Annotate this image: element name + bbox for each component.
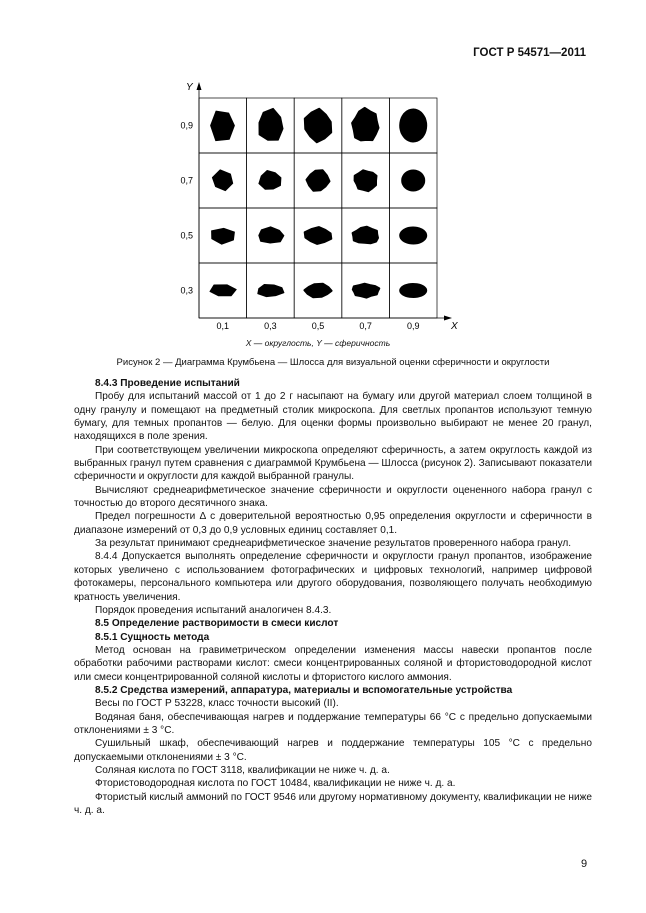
- y-tick-label: 0,5: [180, 230, 193, 241]
- y-tick-label: 0,7: [180, 175, 193, 186]
- page-number: 9: [581, 858, 588, 870]
- grain-shape: [212, 228, 235, 244]
- standard-number: ГОСТ Р 54571—2011: [473, 47, 586, 59]
- y-tick-label: 0,9: [180, 120, 193, 131]
- x-axis-label: X: [451, 321, 458, 332]
- paragraph: Порядок проведения испытаний аналогичен 8.4.3.: [95, 604, 332, 616]
- grain-shape: [259, 227, 284, 243]
- grain-shape: [305, 109, 331, 142]
- grain-shape: [304, 284, 331, 297]
- grain-shape: [355, 170, 377, 191]
- paragraph: Вычисляют среднеарифметическое значение сферичности и округлости оцененного набора гранул с точностью до второго десятичного знака.: [74, 484, 592, 510]
- paragraph: Фтористый кислый аммоний по ГОСТ 9546 или другому нормативному документу, квалификации не ниже ч. д. а.: [74, 791, 592, 816]
- y-axis-arrow: [197, 82, 202, 90]
- paragraph: Предел погрешности Δ с доверительной вероятностью 0,95 определения округлости и сферичности в диапазоне измерений от 0,3 до 0,9 условных единиц составляет 0,1.: [74, 511, 592, 536]
- grain-shape: [400, 110, 426, 142]
- grain-shape: [353, 284, 380, 298]
- paragraph: Пробу для испытаний массой от 1 до 2 г насыпают на бумагу или другой материал слоем толщиной в одну гранулу и помещают на предметный столик микроскопа. Для светлых пропантов используют темную бумагу, для темных пропантов — белую. Для оценки формы произвольно выбирают не менее 20 гранул, находящихся в поле зрения.: [74, 391, 592, 443]
- section-heading: 8.4.3 Проведение испытаний: [95, 378, 240, 389]
- grain-shape: [258, 284, 284, 296]
- axis-legend: X — округлость, Y — сферичность: [245, 338, 391, 348]
- x-tick-label: 0,9: [406, 321, 420, 331]
- x-tick-label: 0,3: [264, 321, 277, 331]
- grain-shape: [212, 170, 233, 191]
- paragraph: Фтористоводородная кислота по ГОСТ 10484, квалификации не ниже ч. д. а.: [95, 778, 456, 790]
- x-tick-label: 0,7: [359, 321, 372, 331]
- grain-shape: [210, 285, 236, 296]
- y-axis-label: Y: [186, 82, 193, 93]
- grain-shape: [352, 108, 378, 140]
- paragraph: Весы по ГОСТ Р 53228, класс точности высокий (II).: [95, 698, 339, 710]
- grain-shape: [400, 228, 426, 244]
- x-tick-label: 0,5: [311, 321, 325, 331]
- paragraph: Соляная кислота по ГОСТ 3118, квалификации не ниже ч. д. а.: [95, 764, 390, 776]
- paragraph: Водяная баня, обеспечивающая нагрев и поддержание температуры 66 °С с предельно допускаемыми отклонениями ± 3 °С.: [74, 711, 592, 736]
- paragraph: 8.4.4 Допускается выполнять определение сферичности и округлости гранул пропантов, изображение которых увеличено с использованием фотографических и цифровых технологий, например цифровой фотокамеры, персонального компьютера или другого оборудования, позволяющего получать необходимую кратность увеличения.: [74, 551, 592, 603]
- grain-shape: [400, 284, 426, 297]
- grain-shape: [305, 227, 332, 244]
- section-heading: 8.5.1 Сущность метода: [95, 631, 210, 643]
- grain-shape: [402, 171, 424, 191]
- axis-ticks: [180, 121, 419, 332]
- krumbein-sloss-diagram: [0, 0, 646, 340]
- section-heading: 8.5.2 Средства измерений, аппаратура, материалы и вспомогательные устройства: [95, 684, 513, 696]
- paragraph: Метод основан на гравиметрическом определении изменения массы навески пропантов после обработки рабочими растворами кислот: смеси концентрированных соляной и фтористоводородной кислот или смеси концентрированной соляной кислоты и фтористого кислого аммония.: [74, 644, 592, 683]
- paragraph: При соответствующем увеличении микроскопа определяют сферичность, а затем округлость каждой из выбранных гранул путем сравнения с диаграммой Крумбьена — Шлосса (рисунок 2). Записывают показатели сферичности и округлости для каждой выбранной гранулы.: [74, 444, 592, 483]
- grain-shape: [353, 227, 378, 244]
- paragraph: За результат принимают среднеарифметическое значение результатов проверенного набора гранул.: [95, 538, 572, 550]
- grain-shape: [211, 111, 235, 141]
- grain-shapes: [210, 108, 426, 298]
- document-body: [74, 377, 592, 817]
- grain-shape: [259, 108, 283, 140]
- paragraph: Сушильный шкаф, обеспечивающий нагрев и поддержание температуры 105 °С с предельно допускаемыми отклонениями ± 3 °С.: [74, 738, 592, 763]
- x-axis-arrow: [444, 316, 452, 321]
- y-tick-label: 0,3: [180, 285, 193, 296]
- grain-shape: [259, 170, 281, 189]
- figure-caption: Рисунок 2 — Диаграмма Крумбьена — Шлосса для визуальной оценки сферичности и округлости: [116, 357, 550, 368]
- x-tick-label: 0,1: [216, 321, 230, 331]
- section-heading: 8.5 Определение растворимости в смеси кислот: [95, 618, 339, 630]
- grain-shape: [307, 170, 330, 190]
